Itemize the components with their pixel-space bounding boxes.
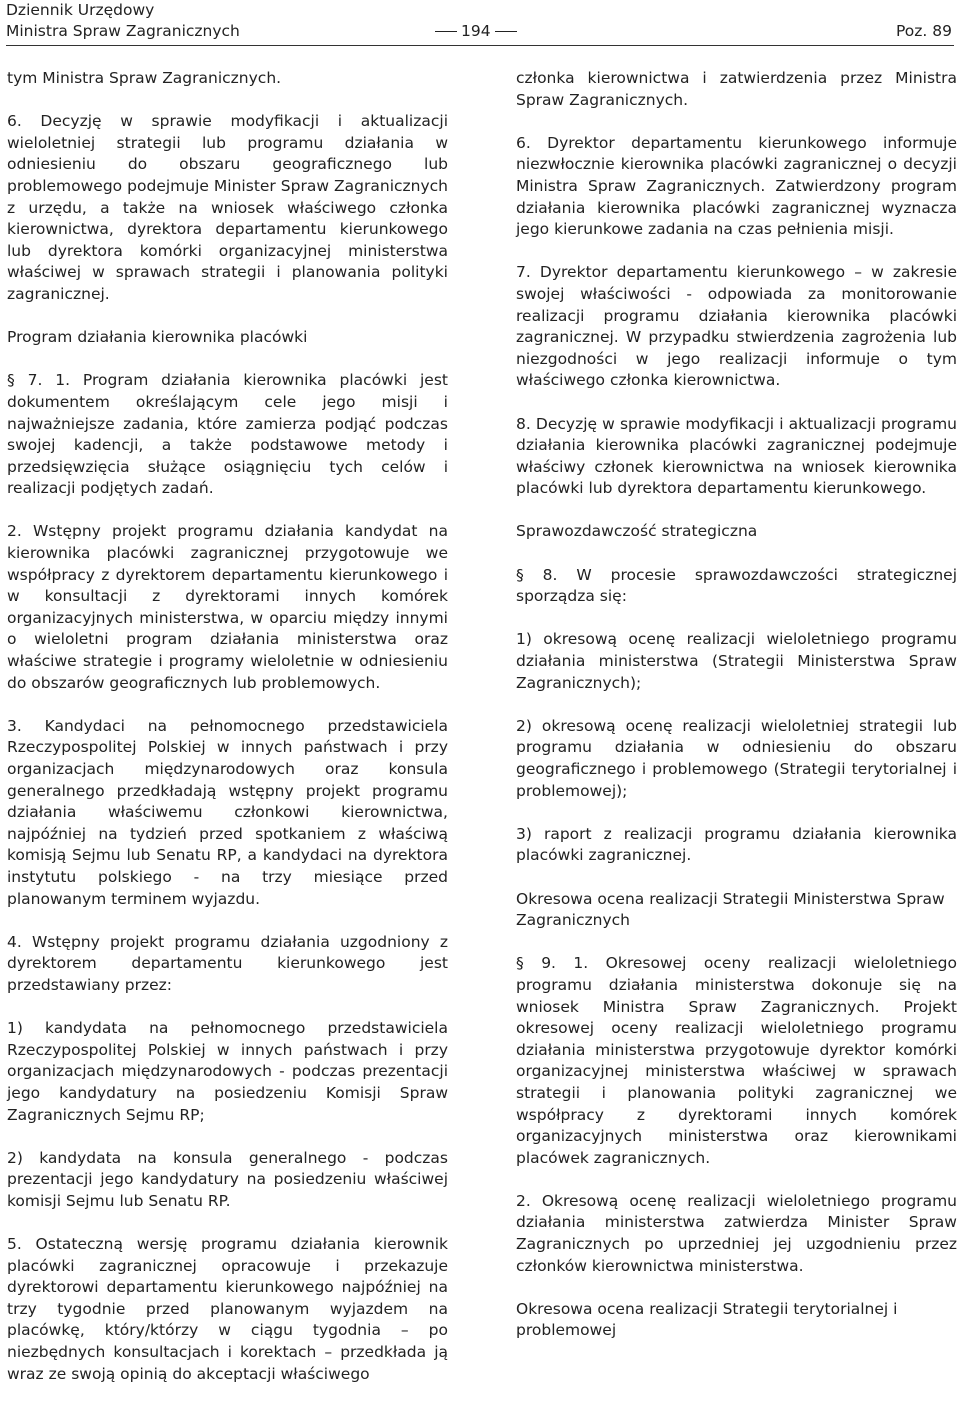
header-rule <box>6 45 954 46</box>
position-label: Poz. 89 <box>896 22 952 40</box>
section-heading: Sprawozdawczość strategiczna <box>516 522 758 541</box>
paragraph: 2. Wstępny projekt programu działania kandydat na kierownika placówki zagranicznej przygotowuje we współpracy z dyrektorem departamentu kierunkowego i w konsultacji z dyrektorami innych komórek organizacyjnych ministerstwa, w oparciu między innymi o wieloletni program działania ministerstwa oraz właściwe strategie i programy wieloletnie w odniesieniu do obszarów geograficznych lub problemowych. <box>7 522 448 692</box>
list-item: 2) okresową ocenę realizacji wieloletniej strategii lub programu działania w odniesieniu do obszaru geograficznego i problemowego (Strategii terytorialnej i problemowej); <box>516 716 957 800</box>
paragraph: 8. Decyzję w sprawie modyfikacji i aktualizacji programu działania kierownika placówki zagranicznej podejmuje właściwy członek kierownictwa na wniosek kierownika placówki lub dyrektora departamentu kierunkowego. <box>516 414 957 498</box>
section-heading: Okresowa ocena realizacji Strategii Ministerstwa Spraw Zagranicznych <box>516 889 945 930</box>
page-header <box>6 0 954 46</box>
paragraph: 2. Okresową ocenę realizacji wieloletniego programu działania ministerstwa zatwierdza Minister Spraw Zagranicznych po uprzedniej jej uzgodnieniu przez członków kierownictwa ministerstwa. <box>516 1191 957 1275</box>
dash-right <box>495 31 517 32</box>
paragraph: 7. Dyrektor departamentu kierunkowego – w zakresie swojej właściwości - odpowiada za monitorowanie realizacji programu działania kierownika placówki zagranicznej. W przypadku stwierdzenia zagrożenia lub niezgodności w jego realizacji informuje o tym właściwego członka kierownictwa. <box>516 263 957 390</box>
section-heading: Okresowa ocena realizacji Strategii terytorialnej i problemowej <box>516 1299 898 1340</box>
ministry-name: Ministra Spraw Zagranicznych <box>6 22 240 40</box>
list-item: 1) okresową ocenę realizacji wieloletniego programu działania ministerstwa (Strategii Ministerstwa Spraw Zagranicznych); <box>516 630 957 692</box>
paragraph: 6. Dyrektor departamentu kierunkowego informuje niezwłocznie kierownika placówki zagranicznej o decyzji Ministra Spraw Zagranicznych. Zatwierdzony program działania kierownika placówki zagranicznej wyznacza jego kierunkowe zadania na czas pełnienia misji. <box>516 133 957 239</box>
page-number-value: 194 <box>461 22 491 40</box>
right-column <box>516 68 957 1364</box>
paragraph: 4. Wstępny projekt programu działania uzgodniony z dyrektorem departamentu kierunkowego jest przedstawiany przez: <box>7 932 448 994</box>
paragraph: 6. Decyzję w sprawie modyfikacji i aktualizacji wieloletniej strategii lub programu działania w odniesieniu do obszaru geograficznego lub problemowego podejmuje Minister Spraw Zagranicznych z urzędu, a także na wniosek właściwego członka kierownictwa, dyrektora departamentu kierunkowego lub dyrektora komórki organizacyjnej ministerstwa właściwej w sprawach strategii i planowania polityki zagranicznej. <box>7 112 448 303</box>
paragraph: 5. Ostateczną wersję programu działania kierownik placówki zagranicznej opracowuje i przekazuje dyrektorowi departamentu kierunkowego najpóźniej na trzy tygodnie przed planowanym wyjazdem na placówkę, który/którzy w ciągu tygodnia – po niezbędnych konsultacjach i korektach – przedkłada ją wraz ze swoją opinią do akceptacji właściwego <box>7 1235 448 1383</box>
list-item: 3) raport z realizacji programu działania kierownika placówki zagranicznej. <box>516 824 957 865</box>
paragraph: § 7. 1. Program działania kierownika placówki jest dokumentem określającym cele jego misji i najważniejsze zadania, które zamierza podjąć podczas swojej kadencji, a także podstawowe metody i przedsięwzięcia służące osiągnięciu tych celów i realizacji podjętych zadań. <box>7 371 448 498</box>
list-item: 1) kandydata na pełnomocnego przedstawiciela Rzeczypospolitej Polskiej w innych państwach i przy organizacjach międzynarodowych - podczas prezentacji jego kandydatury na posiedzeniu Komisji Spraw Zagranicznych Sejmu RP; <box>7 1019 448 1124</box>
paragraph: tym Ministra Spraw Zagranicznych. <box>7 69 282 87</box>
paragraph: członka kierownictwa i zatwierdzenia przez Ministra Spraw Zagranicznych. <box>516 69 957 109</box>
section-heading: Program działania kierownika placówki <box>7 328 308 347</box>
dash-left <box>435 31 457 32</box>
paragraph: 3. Kandydaci na pełnomocnego przedstawiciela Rzeczypospolitej Polskiej w innych państwach i przy organizacjach międzynarodowych oraz konsula generalnego przedkładają wstępny projekt programu działania właściwemu członkowi kierownictwa, najpóźniej na tydzień przed spotkaniem z właściwą komisją Sejmu lub Senatu RP, a kandydaci na dyrektora instytutu polskiego - na trzy miesiące przed planowanym terminem wyjazdu. <box>7 716 448 908</box>
page-number <box>431 21 503 42</box>
paragraph: § 9. 1. Okresowej oceny realizacji wieloletniego programu działania ministerstwa dokonuje się na wniosek Ministra Spraw Zagranicznych. Projekt okresowej oceny realizacji wieloletniego programu działania ministerstwa przygotowuje dyrektor komórki organizacyjnej ministerstwa właściwej w sprawach strategii i planowania polityki zagranicznej we współpracy z dyrektorami innych komórek organizacyjnych ministerstwa oraz kierownikami placówek zagranicznych. <box>516 954 957 1167</box>
list-item: 2) kandydata na konsula generalnego - podczas prezentacji jego kandydatury na posiedzeniu właściwej komisji Sejmu lub Senatu RP. <box>7 1148 448 1210</box>
left-column <box>7 68 448 1407</box>
journal-title: Dziennik Urzędowy <box>6 1 155 19</box>
paragraph: § 8. W procesie sprawozdawczości strategicznej sporządza się: <box>516 565 957 606</box>
